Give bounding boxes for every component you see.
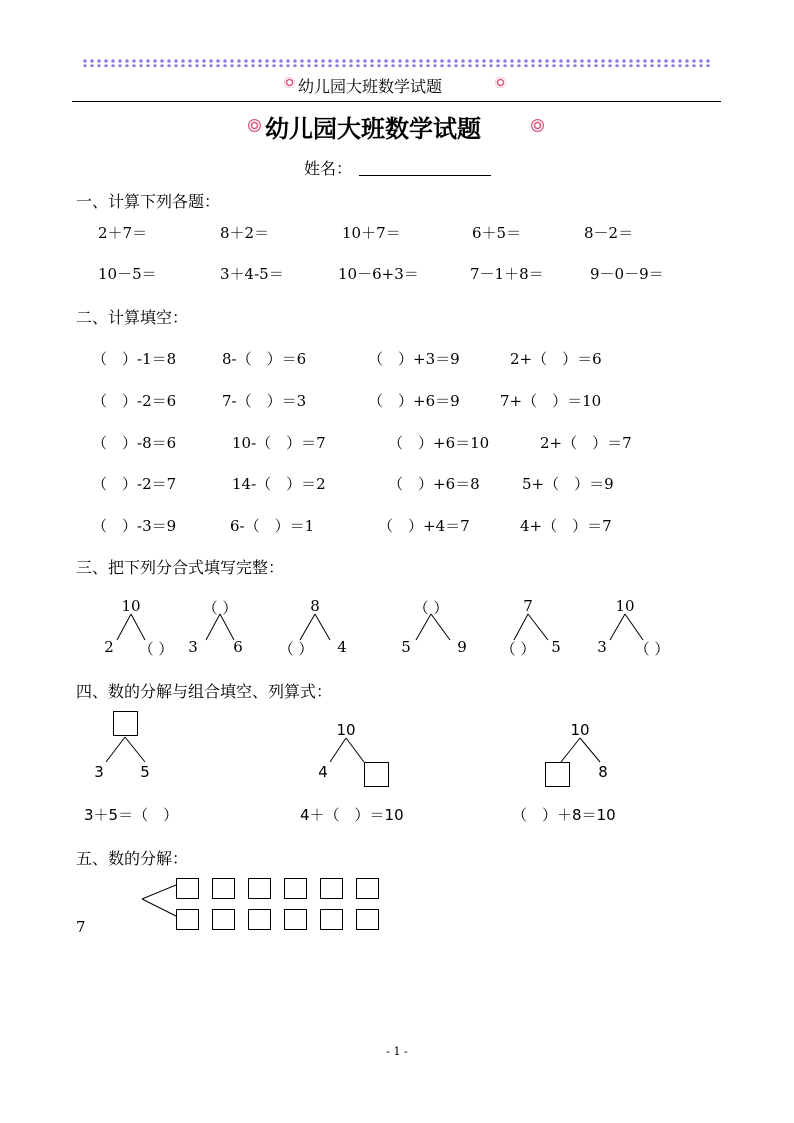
fill-item: 2+（ ）＝7 <box>540 434 632 452</box>
equation: （ ）＋8＝10 <box>512 806 616 824</box>
name-label: 姓名： <box>304 159 353 178</box>
tree-top: 7 <box>523 597 533 615</box>
equation: 4＋（ ）＝10 <box>300 806 404 824</box>
section-2-heading: 二、计算填空： <box>76 308 189 327</box>
fill-item: （ ）-8＝6 <box>92 434 177 452</box>
fill-item: （ ）-2＝6 <box>92 392 177 410</box>
fill-item: 6-（ ）＝1 <box>230 517 315 535</box>
tree-right: 8 <box>598 763 608 781</box>
tree-left: 3 <box>597 638 607 656</box>
fill-item: 4+（ ）＝7 <box>520 517 612 535</box>
tree-left: 3 <box>188 638 198 656</box>
arith-item: 9－0－9＝ <box>590 265 664 283</box>
tree-right: （ ） <box>634 640 670 658</box>
tree-right: （ ） <box>138 640 174 658</box>
answer-box[interactable] <box>212 909 235 930</box>
page-number: - 1 - <box>386 1045 408 1058</box>
answer-box[interactable] <box>212 878 235 899</box>
section-3-heading: 三、把下列分合式填写完整： <box>76 558 285 577</box>
fill-item: 14-（ ）＝2 <box>232 475 326 493</box>
tree-left: 2 <box>104 638 114 656</box>
fill-item: （ ）-1＝8 <box>92 350 177 368</box>
tree-top: 10 <box>570 721 590 739</box>
arith-item: 10－5＝ <box>98 265 157 283</box>
fill-item: （ ）+6＝10 <box>388 434 490 452</box>
answer-box[interactable] <box>113 711 138 736</box>
section-5-heading: 五、数的分解： <box>76 849 189 868</box>
answer-box[interactable] <box>356 909 379 930</box>
answer-box[interactable] <box>356 878 379 899</box>
header-title: 幼儿园大班数学试题 <box>298 77 443 96</box>
arith-item: 10＋7＝ <box>342 224 401 242</box>
fill-item: 8-（ ）＝6 <box>222 350 307 368</box>
fill-item: （ ）+6＝9 <box>368 392 460 410</box>
tree-top: 8 <box>310 597 320 615</box>
fill-item: （ ）+4＝7 <box>378 517 470 535</box>
decompose-number: 7 <box>76 918 86 936</box>
answer-box[interactable] <box>320 878 343 899</box>
section-4-heading: 四、数的分解与组合填空、列算式： <box>76 682 333 701</box>
section-1-heading: 一、计算下列各题： <box>76 192 221 211</box>
tree-top: 10 <box>336 721 356 739</box>
fill-item: （ ）-3＝9 <box>92 517 177 535</box>
arith-item: 6＋5＝ <box>472 224 522 242</box>
fill-item: 7-（ ）＝3 <box>222 392 307 410</box>
tree-left: （ ） <box>500 640 536 658</box>
arith-item: 10－6+3＝ <box>338 265 419 283</box>
tree-top: （ ） <box>202 599 238 617</box>
answer-box[interactable] <box>176 909 199 930</box>
tree-right: 5 <box>551 638 561 656</box>
answer-box[interactable] <box>320 909 343 930</box>
answer-box[interactable] <box>545 762 570 787</box>
answer-box[interactable] <box>284 909 307 930</box>
tree-right: 5 <box>140 763 150 781</box>
page-title: 幼儿园大班数学试题 <box>265 114 481 143</box>
tree-left: 3 <box>94 763 104 781</box>
answer-box[interactable] <box>364 762 389 787</box>
equation: 3＋5＝（ ） <box>84 806 179 824</box>
fill-item: （ ）+3＝9 <box>368 350 460 368</box>
arith-item: 7－1＋8＝ <box>470 265 544 283</box>
fill-item: （ ）-2＝7 <box>92 475 177 493</box>
answer-box[interactable] <box>248 878 271 899</box>
tree-right: 9 <box>457 638 467 656</box>
arith-item: 3＋4-5＝ <box>220 265 284 283</box>
answer-box[interactable] <box>248 909 271 930</box>
arith-item: 2＋7＝ <box>98 224 148 242</box>
tree-top: 10 <box>615 597 635 615</box>
fill-item: 2+（ ）＝6 <box>510 350 602 368</box>
arith-item: 8＋2＝ <box>220 224 270 242</box>
fill-item: 7+（ ）＝10 <box>500 392 602 410</box>
tree-top: （ ） <box>413 599 449 617</box>
arith-item: 8－2＝ <box>584 224 634 242</box>
fill-item: 10-（ ）＝7 <box>232 434 326 452</box>
answer-box[interactable] <box>176 878 199 899</box>
fill-item: （ ）+6＝8 <box>388 475 480 493</box>
tree-right: 6 <box>233 638 243 656</box>
fill-item: 5+（ ）＝9 <box>522 475 614 493</box>
tree-left: 4 <box>318 763 328 781</box>
answer-box[interactable] <box>284 878 307 899</box>
tree-left: （ ） <box>278 640 314 658</box>
tree-top: 10 <box>121 597 141 615</box>
tree-right: 4 <box>337 638 347 656</box>
tree-left: 5 <box>401 638 411 656</box>
